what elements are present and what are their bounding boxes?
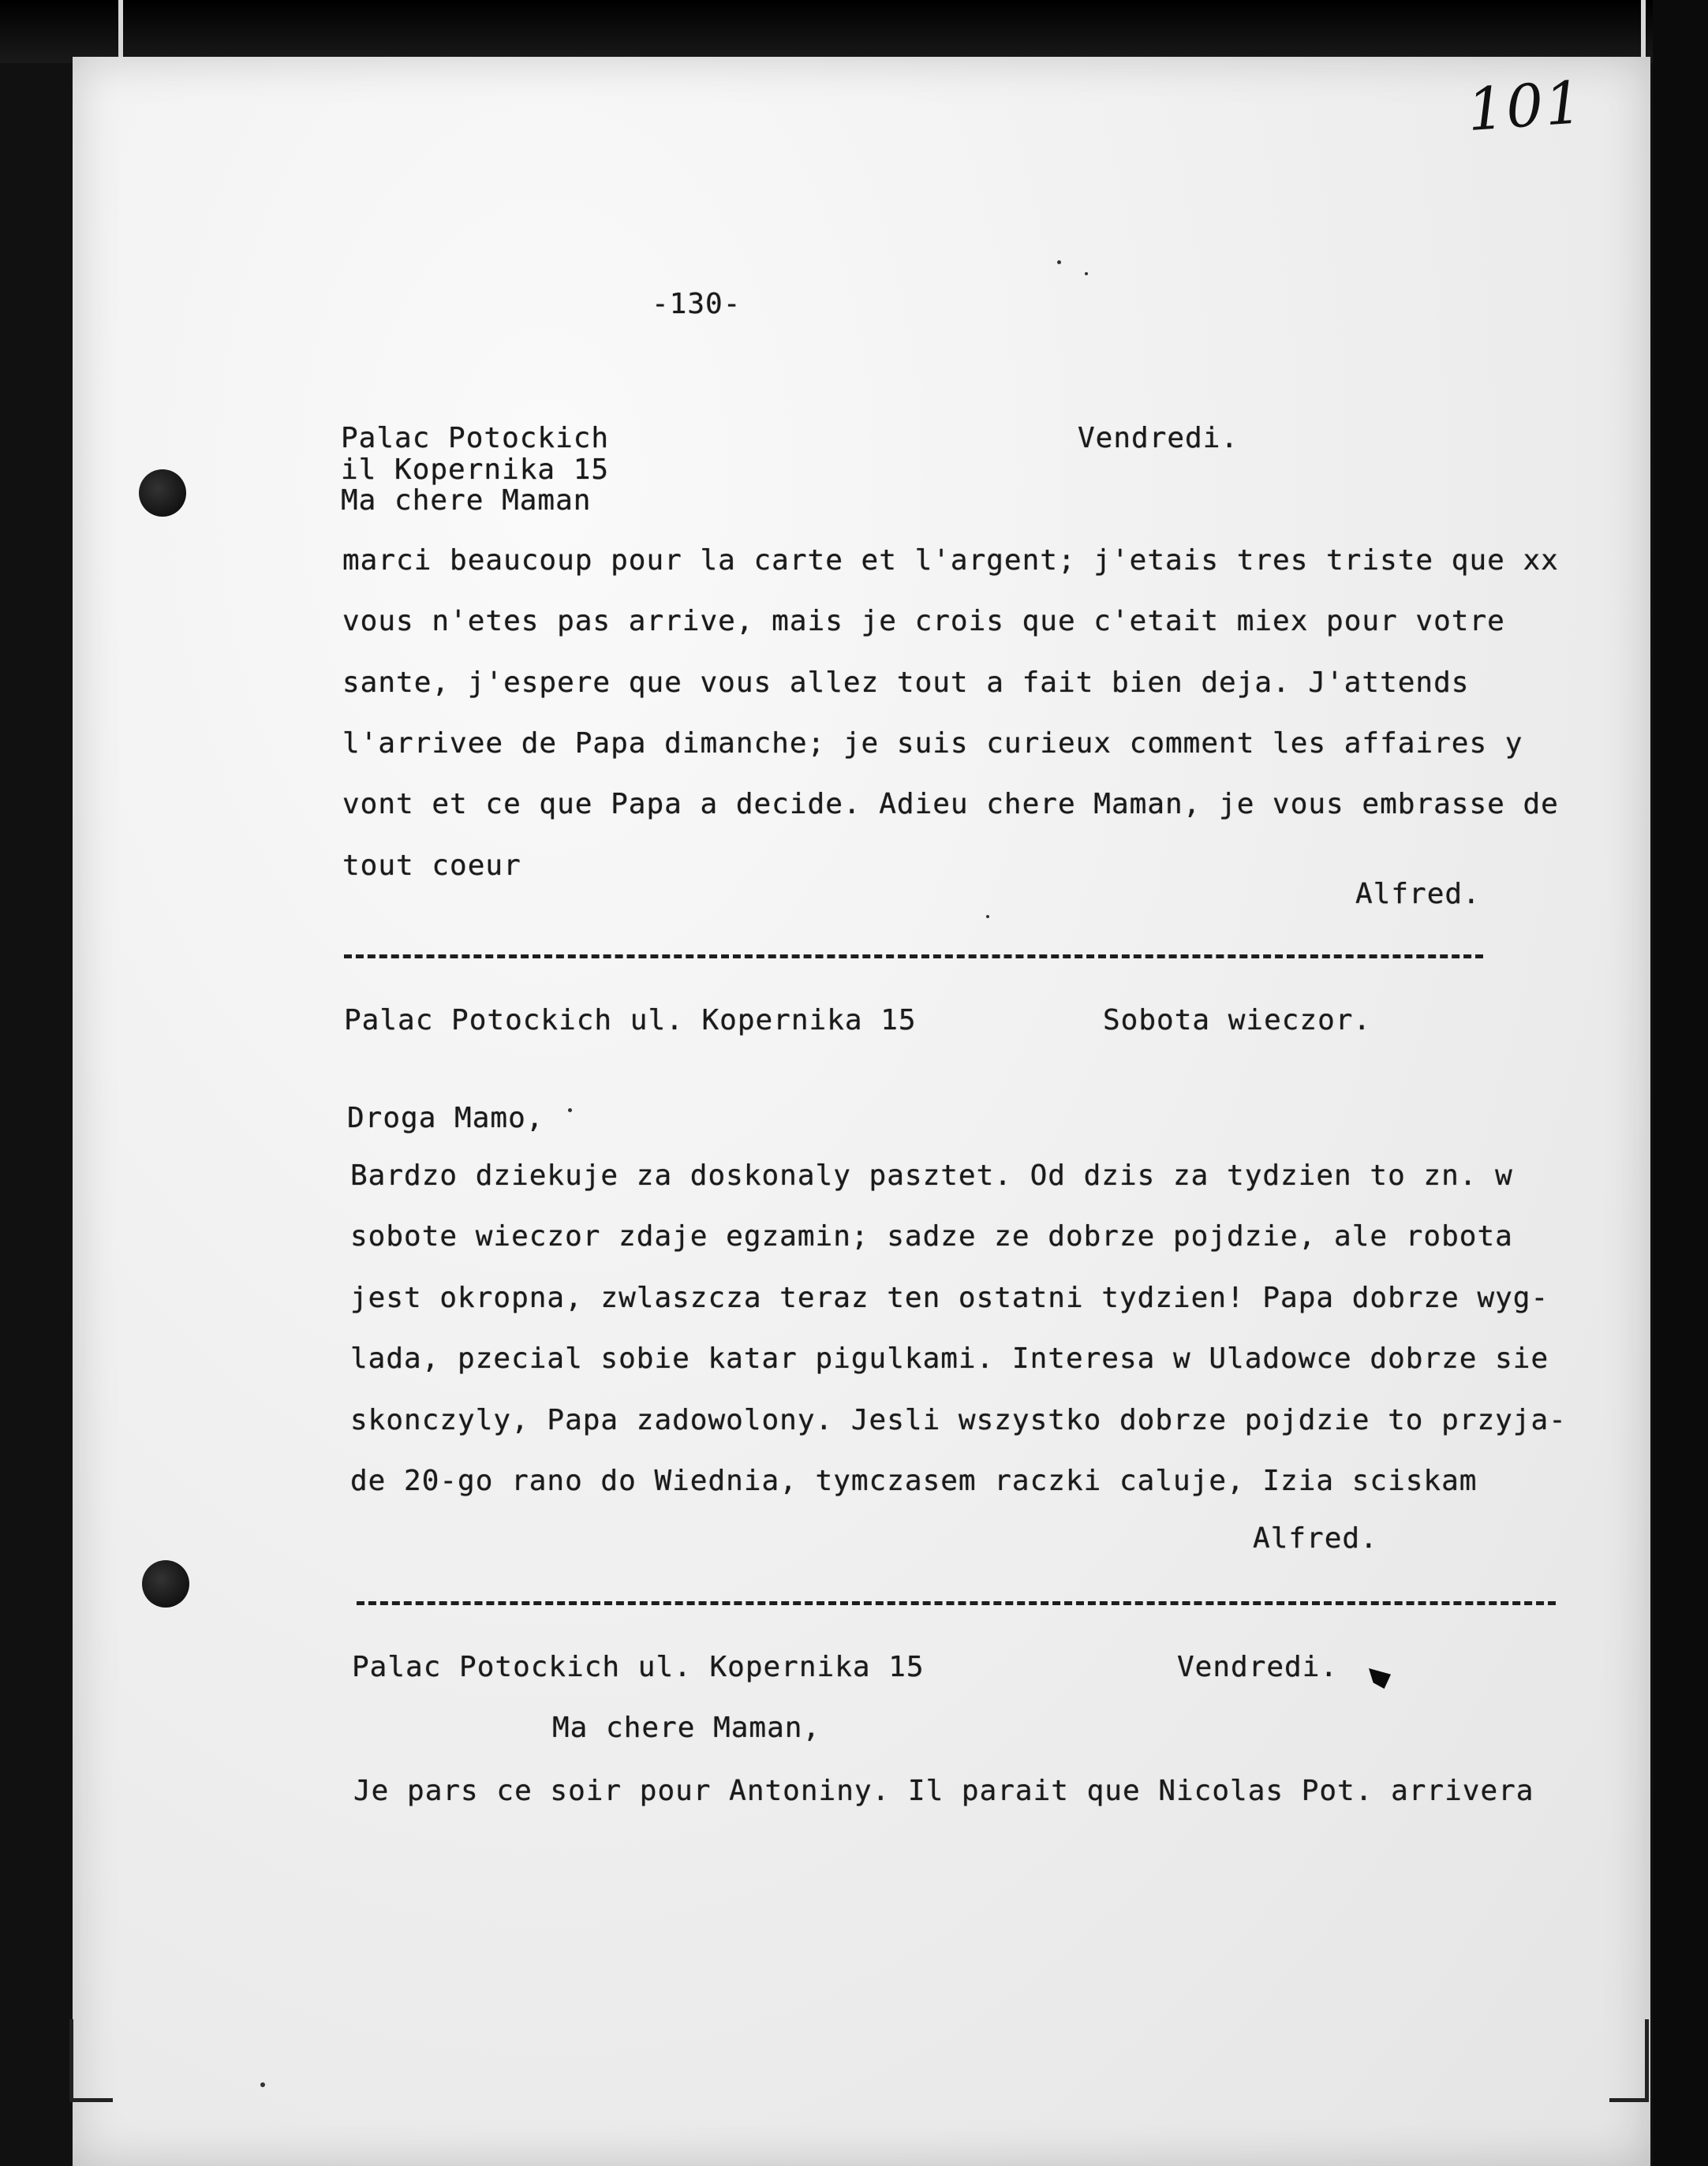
letter1-day: Vendredi. [1078,422,1239,454]
corner-mark-right [1609,2019,1649,2102]
letter1-body-line: marci beaucoup pour la carte et l'argent; j'etais tres triste que xx [342,544,1559,577]
letter1-salutation: Ma chere Maman [341,484,592,517]
letter2-body-line: sobote wieczor zdaje egzamin; sadze ze dobrze pojdzie, ale robota [350,1220,1513,1253]
letter1-signature: Alfred. [1355,878,1481,910]
letter1-address-line2: il Kopernika 15 [341,454,610,486]
punch-hole-top [139,469,186,517]
letter2-day: Sobota wieczor. [1103,1004,1372,1036]
letter3-body-line: Je pars ce soir pour Antoniny. Il parait que Nicolas Pot. arrivera [353,1775,1534,1807]
page-number: -130- [652,288,742,320]
letter1-body-line: vont et ce que Papa a decide. Adieu chere Maman, je vous embrasse de [342,788,1559,820]
letter1-body-line: sante, j'espere que vous allez tout a fait bien deja. J'attends [342,667,1470,699]
folio-number: 101 [1465,68,1587,145]
letter1-body-line: vous n'etes pas arrive, mais je crois que c'etait miex pour votre [342,605,1505,637]
scan-speck [1085,272,1088,275]
letter2-body-line: skonczyly, Papa zadowolony. Jesli wszystko dobrze pojdzie to przyja- [350,1404,1567,1436]
scan-edge-mark [118,0,123,59]
corner-mark-left [69,2019,113,2102]
letter3-day: Vendredi. [1177,1651,1339,1683]
letter2-address: Palac Potockich ul. Kopernika 15 [344,1004,917,1036]
letter2-body-line: lada, pzecial sobie katar pigulkami. Interesa w Uladowce dobrze sie [350,1343,1549,1375]
letter2-body-line: de 20-go rano do Wiednia, tymczasem raczki caluje, Izia sciskam [350,1465,1478,1497]
scan-speck [260,2082,265,2087]
letter1-body-line: tout coeur [342,850,521,882]
letter2-signature: Alfred. [1253,1522,1378,1555]
scan-right-border [1653,0,1708,2166]
scan-speck [1057,260,1061,264]
letter1-body-line: l'arrivee de Papa dimanche; je suis curieux comment les affaires y [342,727,1523,760]
scan-top-border [0,0,1708,63]
separator-rule [344,954,1483,958]
document-page [73,57,1650,2166]
letter3-salutation: Ma chere Maman, [552,1712,821,1744]
letter2-body-line: jest okropna, zwlaszcza teraz ten ostatni tydzien! Papa dobrze wyg- [350,1282,1549,1314]
scan-edge-mark [1641,0,1646,59]
letter1-address-line1: Palac Potockich [341,422,610,454]
letter2-salutation: Droga Mamo, [347,1102,544,1134]
letter3-address: Palac Potockich ul. Kopernika 15 [352,1651,925,1683]
scan-speck [568,1108,572,1112]
scan-speck [986,915,989,918]
separator-rule [357,1601,1556,1605]
letter2-body-line: Bardzo dziekuje za doskonaly pasztet. Od dzis za tydzien to zn. w [350,1160,1513,1192]
punch-hole-bottom [142,1560,189,1608]
